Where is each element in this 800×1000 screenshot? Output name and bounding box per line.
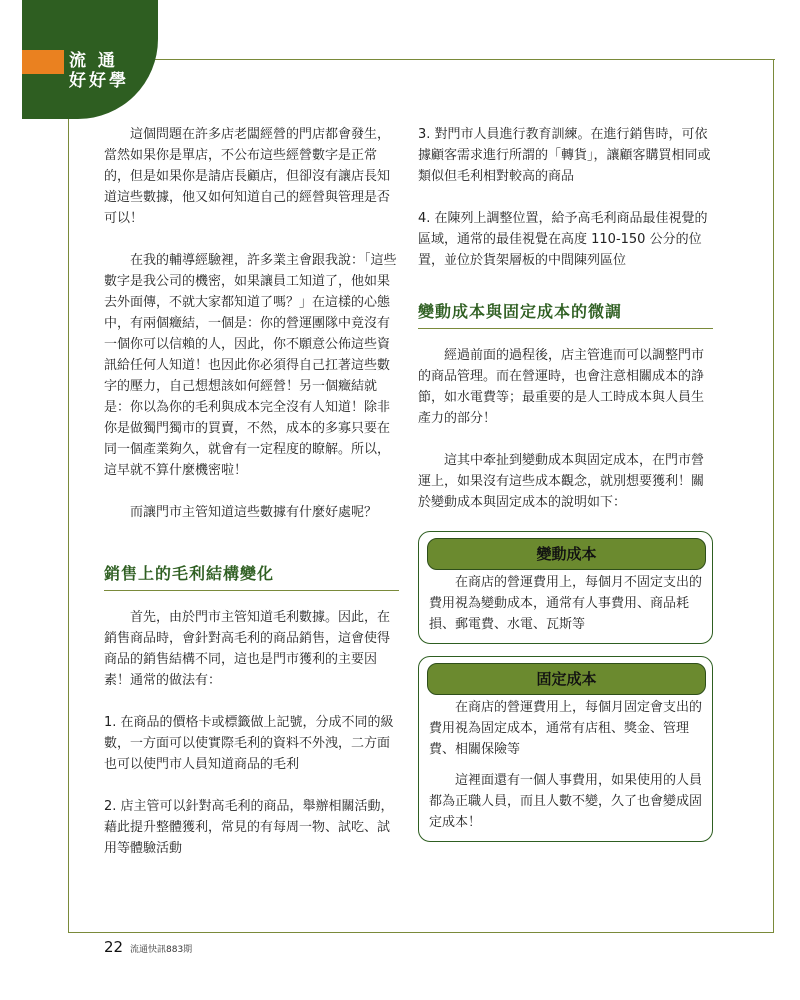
section-heading-cost: 變動成本與固定成本的微調	[418, 301, 713, 329]
variable-cost-box	[418, 531, 713, 644]
right-paragraph-2: 這其中牽扯到變動成本與固定成本，在門市營運上，如果沒有這些成本觀念，就別想要獲利！關於變動成本與固定成本的說明如下：	[418, 453, 705, 510]
column-title-line2: 好好學	[69, 71, 129, 91]
column-title-line1: 流 通	[69, 51, 118, 71]
corner-accent-square	[22, 50, 64, 74]
left-paragraph-3: 而讓門市主管知道這些數據有什麼好處呢？	[130, 505, 378, 520]
frame-bottom-rule	[68, 932, 774, 933]
left-column	[104, 124, 399, 859]
column-title	[69, 51, 129, 91]
section-heading-margin: 銷售上的毛利結構變化	[104, 563, 399, 591]
left-paragraph-2: 在我的輔導經驗裡，許多業主會跟我說：「這些數字是我公司的機密，如果讓員工知道了，他如果去外面傳，不就大家都知道了嗎？」在這樣的心態中，有兩個癥結，一個是：你的營運團隊中竟沒有一個你可以信賴的人，因此，你不願意公佈這些資訊給任何人知道！也因此你必須得自己扛著這些數字的壓力，自己想想該如何經營！另一個癥結就是：你以為你的毛利與成本完全沒有人知道！除非你是做獨門獨市的買賣，不然，成本的多寡只要在同一個產業夠久，就會有一定程度的瞭解。所以，這早就不算什麼機密啦！	[104, 253, 397, 478]
page-number: 22	[104, 938, 124, 956]
frame-left-rule	[68, 100, 69, 932]
frame-right-rule	[773, 59, 774, 932]
list-item-4: 4. 在陳列上調整位置，給予高毛利商品最佳視覺的區域，通常的最佳視覺在高度 110-150 公分的位置，並位於貨架層板的中間陳列區位	[418, 211, 708, 268]
fixed-cost-note: 這裡面還有一個人事費用，如果使用的人員都為正職人員，而且人數不變，久了也會變成固定成本！	[429, 773, 703, 830]
fixed-cost-box	[418, 656, 713, 842]
list-item-1: 1. 在商品的價格卡或標籤做上記號，分成不同的級數，一方面可以使實際毛利的資料不外洩，二方面也可以使門市人員知道商品的毛利	[104, 715, 394, 772]
variable-cost-title: 變動成本	[427, 538, 706, 570]
publication-name: 流通快訊883期	[130, 945, 193, 955]
right-column	[418, 124, 713, 842]
left-paragraph-1: 這個問題在許多店老闆經營的門店都會發生，當然如果你是單店，不公布這些經營數字是正常的，但是如果你是請店長顧店，但卻沒有讓店長知道這些數據，他又如何知道自己的經營與管理是否可以！	[104, 127, 391, 226]
variable-cost-text: 在商店的營運費用上，每個月不固定支出的費用視為變動成本，通常有人事費用、商品耗損、郵電費、水電、瓦斯等	[429, 575, 703, 632]
fixed-cost-text: 在商店的營運費用上，每個月固定會支出的費用視為固定成本，通常有店租、獎金、管理費、相關保險等	[429, 700, 703, 757]
fixed-cost-title: 固定成本	[427, 663, 706, 695]
list-item-3: 3. 對門市人員進行教育訓練。在進行銷售時，可依據顧客需求進行所謂的「轉貨」，讓顧客購買相同或類似但毛利相對較高的商品	[418, 127, 711, 184]
frame-top-rule	[120, 59, 775, 60]
list-item-2: 2. 店主管可以針對高毛利的商品，舉辦相關活動，藉此提升整體獲利，常見的有每周一物、試吃、試用等體驗活動	[104, 799, 394, 856]
right-paragraph-1: 經過前面的過程後，店主管進而可以調整門市的商品管理。而在營運時，也會注意相關成本的諍節，如水電費等；最重要的是人工時成本與人員生產力的部分！	[418, 348, 705, 426]
left-paragraph-4: 首先，由於門市主管知道毛利數據。因此，在銷售商品時，會針對高毛利的商品銷售，這會使得商品的銷售結構不同，這也是門市獲利的主要因素！通常的做法有：	[104, 610, 391, 688]
